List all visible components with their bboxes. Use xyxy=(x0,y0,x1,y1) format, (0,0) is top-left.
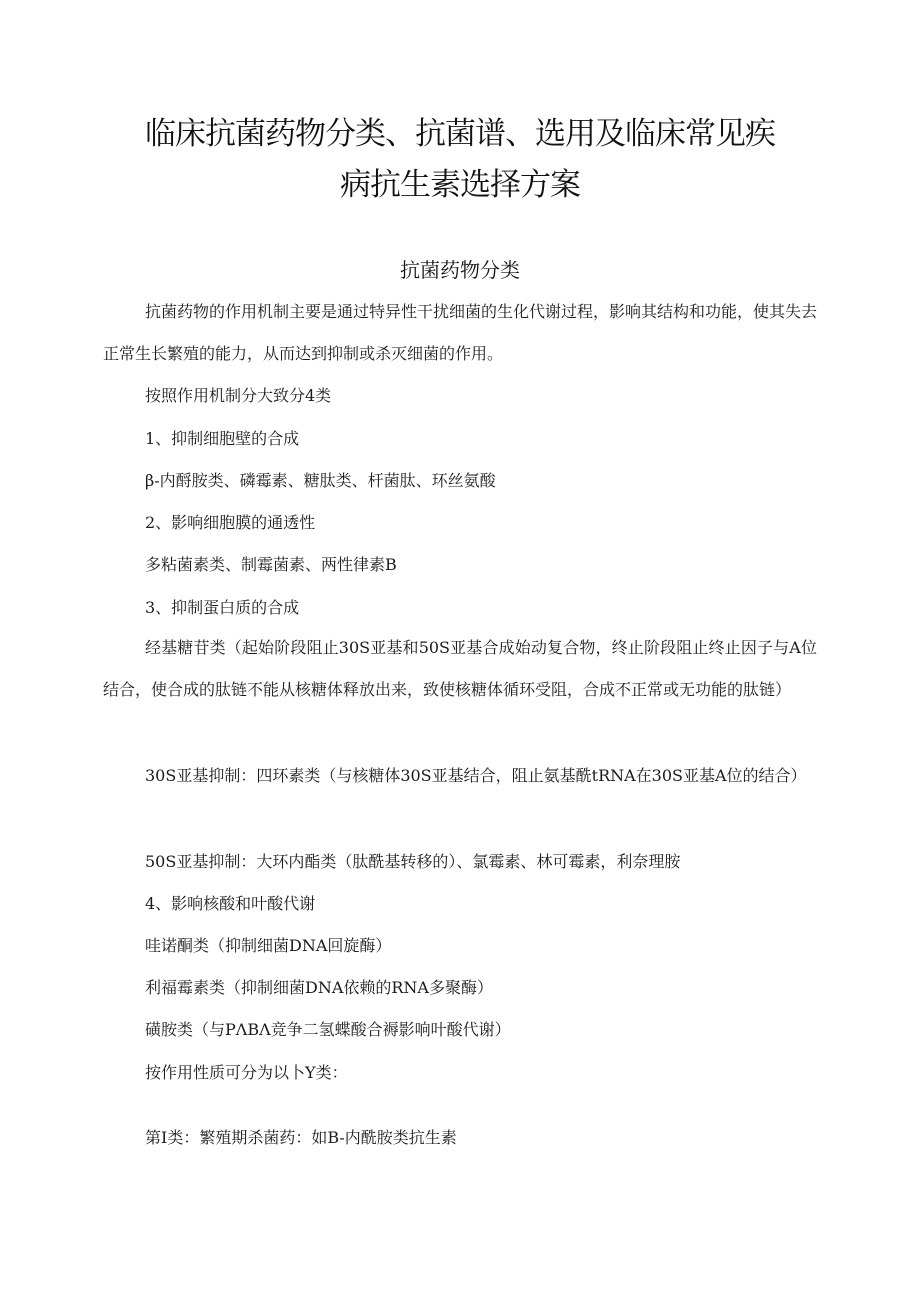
list-item-11: 按作用性质可分为以卜Y类： xyxy=(145,1063,348,1082)
list-item-7: 4、影响核酸和叶酸代谢 xyxy=(145,894,316,913)
document-title-line-1: 临床抗菌药物分类、抗菌谱、选用及临床常见疾 xyxy=(145,116,775,152)
section-heading: 抗菌药物分类 xyxy=(400,258,520,282)
list-item-4: 多粘菌素类、制霉菌素、两性律素B xyxy=(145,555,397,574)
tetracycline-paragraph: 30S亚基抑制：四环素类（与核糖体30S亚基结合，阻止氨基酰tRNA在30S亚基A位的结合） xyxy=(145,766,807,785)
list-item-1: 1、抑制细胞壁的合成 xyxy=(145,429,300,448)
list-item-8: 哇诺酮类（抑制细菌DNA回旋酶） xyxy=(145,936,392,955)
class-one-line: 第I类：繁殖期杀菌药：如B-内酰胺类抗生素 xyxy=(145,1128,457,1147)
mechanism-intro: 按照作用机制分大致分4类 xyxy=(145,386,332,405)
list-item-5: 3、抑制蛋白质的合成 xyxy=(145,598,300,617)
document-title-line-2: 病抗生素选择方案 xyxy=(340,167,580,203)
aminoglycoside-paragraph: 经基糖苷类（起始阶段阻止30S亚基和50S亚基合成始动复合物，终止阶段阻止终止因子与A位结合，使合成的肽链不能从核糖体释放出来，致使核糖体循环受阻，合成不正常或无功能的肽链） xyxy=(103,638,817,699)
list-item-6: 50S亚基抑制：大环内酯类（肽酰基转移的）、氯霉素、林可霉素，利奈理胺 xyxy=(145,852,681,871)
list-item-2: β-内酹胺类、磷霉素、糖肽类、杆菌肽、环丝氨酸 xyxy=(145,471,496,490)
intro-paragraph: 抗菌药物的作用机制主要是通过特异性干扰细菌的生化代谢过程，影响其结构和功能，使其失去正常生长繁殖的能力，从而达到抑制或杀灭细菌的作用。 xyxy=(103,302,818,363)
list-item-10: 磺胺类（与PΛBΛ竞争二氢蝶酸合褥影响叶酸代谢） xyxy=(145,1020,511,1039)
list-item-9: 利福霉素类（抑制细菌DNA依赖的RNA多聚酶） xyxy=(145,978,493,997)
list-item-3: 2、影响细胞膜的通透性 xyxy=(145,513,316,532)
